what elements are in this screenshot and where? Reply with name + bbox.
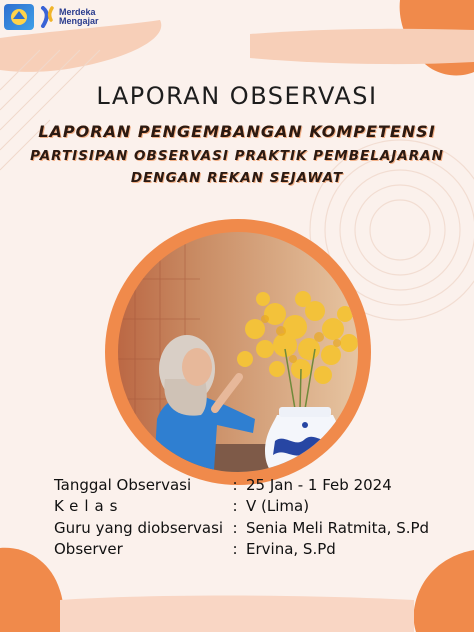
subtitle-line-1: LAPORAN PENGEMBANGAN KOMPETENSI (38, 122, 436, 141)
blob-bottom-right (414, 550, 474, 632)
merdeka-mengajar-icon (40, 6, 56, 28)
photo-icon (105, 219, 371, 485)
info-value: Ervina, S.Pd (246, 540, 336, 559)
info-row-class (54, 496, 429, 518)
info-label: Guru yang diobservasi (54, 518, 224, 537)
info-label: Kelas (54, 497, 124, 516)
tut-wuri-logo-icon (4, 4, 34, 30)
band-bottom (60, 596, 414, 632)
info-label: Tanggal Observasi (54, 475, 192, 494)
info-value: Senia Meli Ratmita, S.Pd (246, 518, 430, 537)
page-title: LAPORAN OBSERVASI (96, 82, 378, 110)
subtitle-line-3: DENGAN REKAN SEJAWAT (130, 170, 344, 186)
info-colon: : (232, 497, 238, 516)
info-row-date (54, 474, 429, 496)
merdeka-mengajar-text: Merdeka Mengajar (59, 7, 99, 26)
info-colon: : (232, 475, 238, 494)
blob-bottom-left (0, 548, 64, 632)
info-row-teacher (54, 517, 429, 539)
observation-info (54, 474, 429, 560)
info-colon: : (232, 518, 238, 537)
merdeka-mengajar-logo (40, 6, 119, 28)
photo-frame (105, 219, 371, 485)
info-row-observer (54, 539, 429, 561)
band-top-right (250, 29, 474, 64)
info-value: 25 Jan - 1 Feb 2024 (246, 475, 392, 494)
subtitle-line-2: PARTISIPAN OBSERVASI PRAKTIK PEMBELAJARAN (30, 148, 444, 164)
info-colon: : (232, 540, 238, 559)
header-logos (4, 4, 119, 30)
info-label: Observer (54, 540, 123, 559)
info-value: V (Lima) (246, 497, 310, 516)
